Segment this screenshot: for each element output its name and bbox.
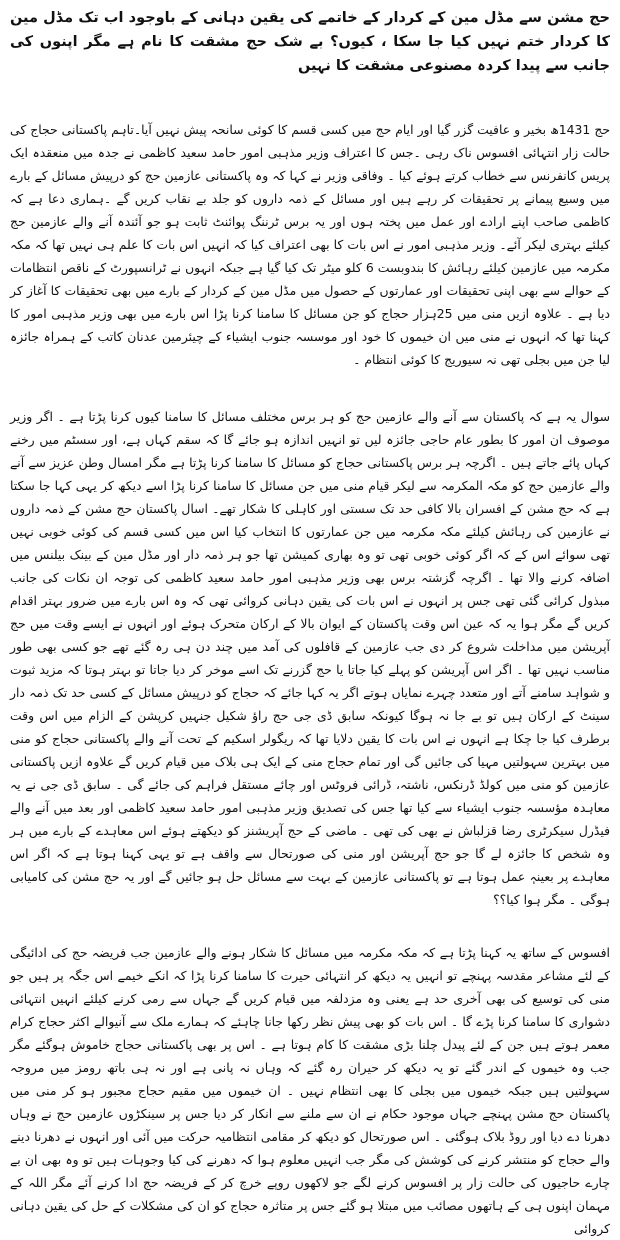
article-paragraph: سوال یہ ہے کہ پاکستان سے آنے والے عازمین حج کو ہر برس مختلف مسائل کا سامنا کیوں کرنا پڑتا ہے ۔ اگر وزیر موصوف ان امور کا بطور عام حاجی جائزہ لیں تو انہیں اندازہ ہو جائے گا کہ سقم کہاں ہے، اور سسٹم میں رخنے کہاں پائے جاتے ہیں ۔ اگرچہ ہر برس پاکستانی حجاج کو مسائل کا سامنا کرنا پڑتا ہے مگر امسال وطن عزیز سے آنے والے عازمین حج کو مکہ المکرمہ سے لیکر قیام منی میں جن مسائل کا سامنا کرنا پڑا اسے دیکھ کر یہی کہا جا سکتا ہے کہ حج مشن کے افسران بالا کافی حد تک سستی اور کاہلی کا شکار تھے۔ اسال پاکستان حج مشن کے ذمہ داروں نے عازمین کی رہائش کیلئے مکہ مکرمہ میں جن عمارتوں کا انتخاب کیا اس میں کسی قسم کی کوئی خوبی نہیں تھی سوائے اس کے کہ اگر کوئی خوبی تھی تو وہ بھاری کمیشن تھا جو ہر ذمہ دار اور مڈل مین کے بینک بیلنس میں اضافہ کرنے والا تھا ۔ اگرچہ گزشتہ برس بھی وزیر مذہبی امور حامد سعید کاظمی کی توجہ ان نکات کی جانب مبذول کرائی گئی تھی جس پر انہوں نے اس بات کی یقین دہانی کروائی تھی کہ وہ اس بارے میں ضرور بہتر اقدام کریں گے مگر ہوا یہ کہ عین اس وقت پاکستان کے ایوان بالا کے ارکان متحرک ہوئے اور انہوں نے ایسے وقت میں حج آپریشن میں مداخلت شروع کر دی جب عازمین کے قافلوں کی آمد میں چند دن ہی رہ گئے تھے جو کسی بھی طور مناسب نہیں تھا ۔ اگر اس آپریشن کو پہلے کیا جاتا یا حج گزرنے تک اسے موخر کر دیا جاتا تو بہتر ہوتا کہ مزید ثبوت و شواہد سامنے آتے اور متعدد چہرے نمایاں ہوتے اگر یہ کہا جائے کہ حجاج کو درپیش مسائل کے کسی حد تک ذمہ دار سینٹ کے ارکان ہیں تو بے جا نہ ہوگا کیونکہ سابق ڈی جی حج راؤ شکیل جنہیں کرپشن کے الزام میں اس وقت برطرف کیا جا چکا ہے انہوں نے اس بات کا یقین دلایا تھا کہ ریگولر اسکیم کے تحت آنے والے پاکستانی حجاج کو منی میں بہترین سہولتیں مہیا کی جائیں گی اور تمام حجاج منی کے ایک ہی بلاک میں قیام کریں گے علاوہ ازیں پاکستانی عازمین کو منی میں کولڈ ڈرنکس، ناشتہ، ڈرائی فروٹس اور چائے مستقل فراہم کی جائے گی ۔ سابق ڈی جی نے یہ معاہدہ مؤسسہ جنوب ایشیاء سے کیا تھا جس کی تصدیق وزیر مذہبی امور حامد سعید کاظمی اور بعد میں آنے والے فیڈرل سیکرٹری رضا قزلباش نے بھی کی تھی ۔ ماضی کے حج آپریشنز کو دیکھتے ہوئے اس معاہدے کے بارے میں ہر وہ شخص کا جائزہ لے گا جو حج آپریشن اور منی کی صورتحال سے واقف ہے تو یہی کہنا ہوتا ہے کہ اگر اس معاہدے پر بعینہٖ عمل ہوتا ہے تو پاکستانی عازمین کے بہت سے مسائل حل ہو جائیں گے اور یہ حج مشن کی کامیابی ہوگی ۔ مگر ہوا کیا؟؟	[10, 409, 610, 907]
article-paragraph: حج 1431ھ بخیر و عافیت گزر گیا اور ایام حج میں کسی قسم کا کوئی سانحہ پیش نہیں آیا۔تاہم پاکستانی حجاج کی حالت زار انتہائی افسوس ناک رہی ۔جس کا اعتراف وزیر مذہبی امور حامد سعید کاظمی نے جدہ میں منعقدہ ایک پریس کانفرنس سے خطاب کرتے ہوئے کیا ۔ وفاقی وزیر نے کہا کہ وہ پاکستانی عازمین حج کو درپیش مسائل کے بارے میں وسیع پیمانے پر تحقیقات کر رہے ہیں اور مسائل کے ذمہ داروں کو جلد بے نقاب کریں گے ۔ہماری دعا ہے کہ کاظمی صاحب اپنے ارادے اور عمل میں پختہ ہوں اور یہ برس ٹرننگ پوائنٹ ثابت ہو جو آئندہ آنے والے عازمین حج کیلئے بہتری لیکر آئے۔ وزیر مذہبی امور نے اس بات کا بھی اعتراف کیا کہ انہیں اس بات کا علم ہی نہیں تھا کہ مکہ مکرمہ میں عازمین کیلئے رہائش کا بندوبست 6 کلو میٹر تک کیا گیا ہے جبکہ انہوں نے ٹرانسپورٹ کے ناقص انتظامات کے حوالے سے بھی اپنی تحقیقات اور عمارتوں کے حصول میں مڈل مین کے کردار کے بارے میں بھی تحقیقات کا آغاز کر دیا ہے ۔ علاوہ ازیں منی میں 25ہزار حجاج کو جن مسائل کا سامنا کرنا پڑا اس بارے میں بھی وزیر مذہبی امور کا کہنا تھا کہ انہوں نے منی میں ان خیموں کا خود اور موسسہ جنوب ایشیاء کے چیئرمین عدنان کاتب کے ہمراہ جائزہ لیا جن میں بجلی تھی نہ سیوریج کا کوئی انتظام ۔	[10, 122, 611, 367]
article-paragraph: افسوس کے ساتھ یہ کہنا پڑتا ہے کہ مکہ مکرمہ میں مسائل کا شکار ہونے والے عازمین جب فریضہ حج کی ادائیگی کے لئے مشاعر مقدسہ پہنچے تو انہیں یہ دیکھ کر انتہائی حیرت کا سامنا کرنا پڑا کہ انکے خیمے اس جگہ پر ہیں جو منی کی توسیع کی بھی آخری حد ہے یعنی وہ مزدلفہ میں قیام کریں گے جہاں سے رمی کرنے کیلئے انہیں انتہائی دشواری کا سامنا کرنا پڑے گا ۔ اس بات کو بھی پیش نظر رکھا جانا چاہئے کہ ہمارے ملک سے آنیوالے اکثر حجاج کرام معمر ہوتے ہیں جن کے لئے پیدل چلنا بڑی مشقت کا کام ہوتا ہے ۔ اس پر بھی پاکستانی حجاج خاموش ہوگئے مگر جب وہ خیموں کے اندر گئے تو یہ دیکھ کر حیران رہ گئے کہ وہاں نہ پانی ہے اور نہ ہی باتھ رومز میں مروجہ سہولتیں ہیں جبکہ خیموں میں بجلی کا بھی انتظام نہیں ۔ ان خیموں میں مقیم حجاج مجبور ہو کر منی میں پاکستان حج مشن پہنچے جہاں موجود حکام نے ان سے ملنے سے انکار کر دیا جس پر سینکڑوں عازمین حج نے وہاں دھرنا دے دیا اور روڈ بلاک ہوگئی ۔ اس صورتحال کو دیکھ کر مقامی انتظامیہ حرکت میں آئی اور انہوں نے دھرنا دینے والے حجاج کو منتشر کرنے کی کوشش کی مگر جب انہیں معلوم ہوا کہ دھرنے کی کیا وجوہات ہیں تو وہ بھی ان بے چارے حاجیوں کی حالت زار پر افسوس کرنے لگے جو لاکھوں روپے خرچ کر کے فریضہ حج ادا کرنے آئے مگر اللہ کے مہمان اپنوں ہی کے ہاتھوں مصائب میں مبتلا ہو گئے جس پر متاثرہ حجاج کو ان کی مشکلات کے حل کی یقین دہانی کروائی	[10, 945, 610, 1236]
article-headline: حج مشن سے مڈل مین کے کردار کے خاتمے کی یقین دہانی کے باوجود اب تک مڈل مین کا کردار ختم نہیں کیا جا سکا ، کیوں؟ بے شک حج مشقت کا نام ہے مگر اپنوں کی جانب سے پیدا کردہ مصنوعی مشقت کا نہیں	[10, 10, 610, 74]
